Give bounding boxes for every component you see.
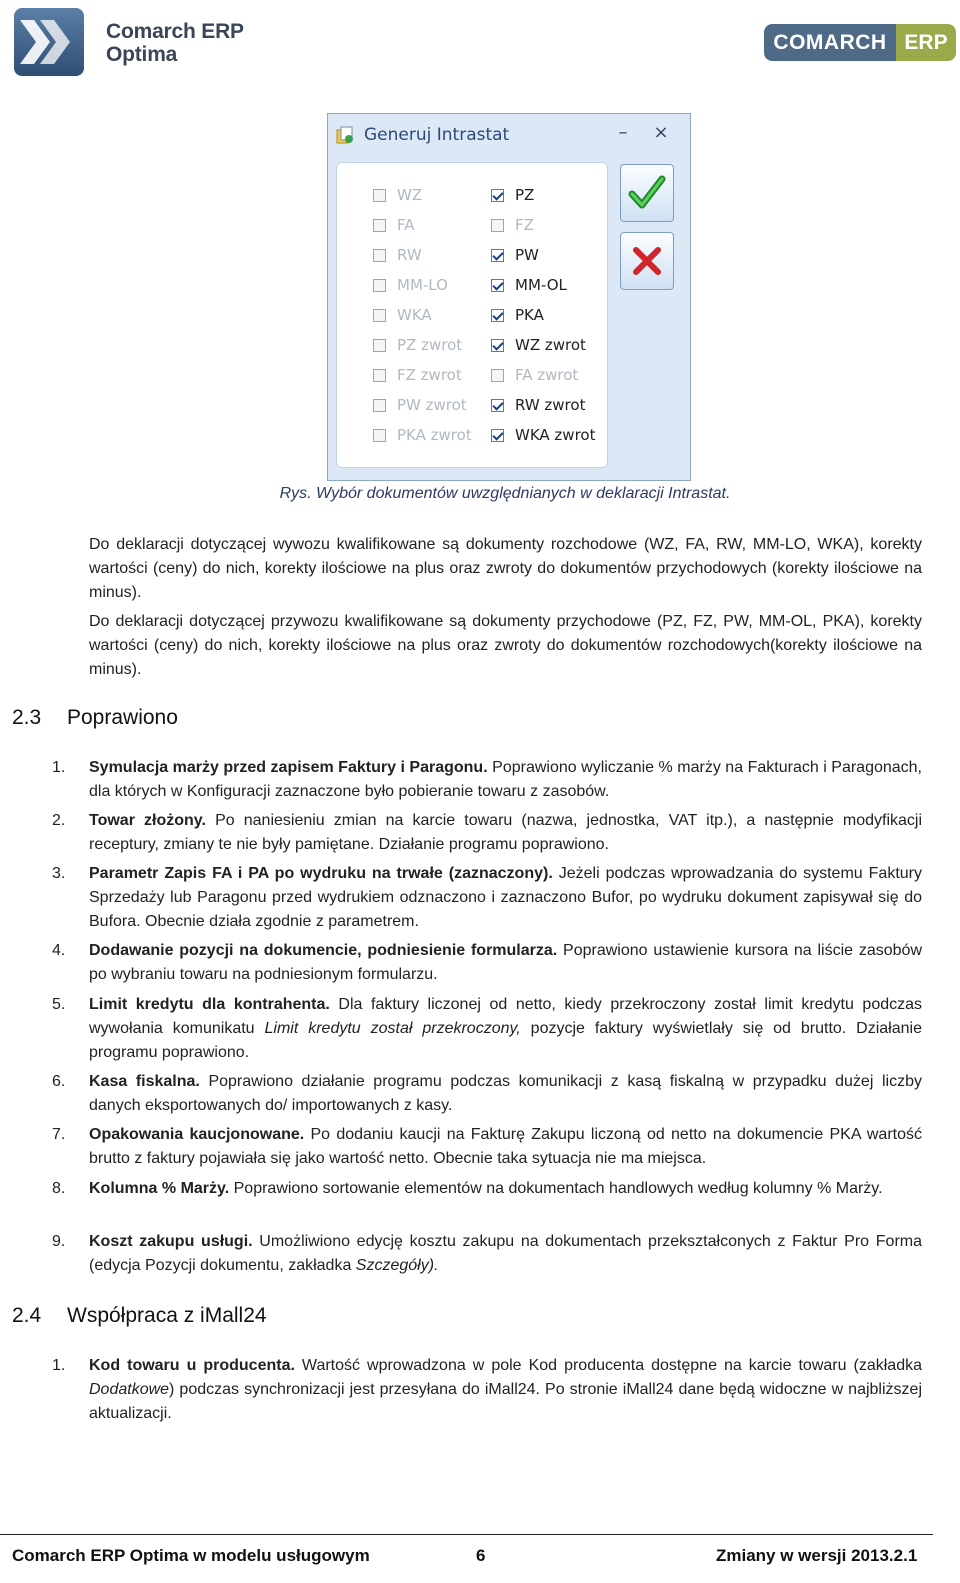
checkbox-unchecked[interactable] (373, 429, 386, 442)
checkbox-unchecked[interactable] (373, 249, 386, 262)
checkbox-row[interactable] (491, 390, 595, 420)
list-item-text: Symulacja marży przed zapisem Faktury i Paragonu. Poprawiono wyliczanie % marży na Fakturach i Paragonach, dla których w Konfiguracji zaznaczone było pobieranie towaru z zasobów. (89, 759, 923, 800)
list-item-text: Kod towaru u producenta. Wartość wprowadzona w pole Kod producenta dostępne na karcie towaru (zakładka Dodatkowe) podczas synchronizacji jest przesyłana do iMall24. Po stronie iMall24 dane będą widoczne w najbliższej aktualizacji. (89, 1357, 922, 1422)
cancel-button[interactable] (620, 232, 674, 290)
checkbox-row[interactable] (373, 210, 472, 240)
checkbox-unchecked[interactable] (373, 189, 386, 202)
checkbox-row[interactable] (373, 300, 472, 330)
cancel-x-icon (629, 243, 665, 279)
checkbox-row[interactable] (373, 390, 472, 420)
optima-logo-icon (14, 8, 86, 78)
checkbox-label: PW zwrot (397, 396, 467, 414)
logo-comarch-text: COMARCH (764, 24, 896, 61)
checkbox-row[interactable] (373, 240, 472, 270)
checkbox-label: FA zwrot (515, 366, 579, 384)
list-item-text: Kasa fiskalna. Poprawiono działanie programu podczas komunikacji z kasą fiskalną w przypadku dużej liczby danych eksportowanych do/ importowanych z kasy. (89, 1073, 922, 1114)
list-item-title: Kod towaru u producenta. (89, 1357, 295, 1374)
footer-divider (0, 1534, 933, 1535)
generuj-intrastat-dialog (327, 113, 691, 481)
checkbox-row[interactable] (373, 330, 472, 360)
logo-line-2: Optima (106, 43, 178, 66)
checkbox-label: FZ (515, 216, 534, 234)
paragraph-import: Do deklaracji dotyczącej przywozu kwalifikowane są dokumenty przychodowe (PZ, FZ, PW, MM-OL, PKA), korekty wartości (ceny) do nich, korekty ilościowe na plus oraz zwroty do dokumentów rozchodowych(korekty ilościowe na minus). (89, 613, 922, 678)
checkbox-unchecked[interactable] (373, 219, 386, 232)
checkbox-row[interactable] (491, 210, 595, 240)
checkbox-label: PKA zwrot (397, 426, 472, 444)
list-item-text: Opakowania kaucjonowane. Po dodaniu kaucji na Fakturę Zakupu liczoną od netto na dokumencie PKA wartość brutto z faktury pojawiała się jako wartość netto. Obecnie taka sytuacja nie ma miejsca. (89, 1126, 923, 1167)
list-item-number: 4. (52, 942, 66, 959)
list-item-italic: Dodatkowe (89, 1381, 170, 1398)
list-item-number: 7. (52, 1126, 66, 1143)
checkbox-label: MM-LO (397, 276, 448, 294)
checkbox-row[interactable] (491, 300, 595, 330)
section-heading-2-4 (12, 1304, 267, 1328)
dialog-titlebar (328, 114, 690, 158)
close-button[interactable]: × (653, 122, 669, 143)
section-title: Współpraca z iMall24 (67, 1304, 267, 1327)
list-item-text: Dodawanie pozycji na dokumencie, podniesienie formularza. Poprawiono ustawienie kursora na liście zasobów po wybraniu towaru na podniesionym formularzu. (89, 942, 923, 983)
list-item-title: Towar złożony. (89, 812, 206, 829)
check-icon (627, 173, 667, 213)
checkbox-checked[interactable] (491, 249, 504, 262)
confirm-button[interactable] (620, 164, 674, 222)
checkbox-label: PZ zwrot (397, 336, 463, 354)
list-item-title: Kolumna % Marży. (89, 1180, 230, 1197)
list-item-title: Parametr Zapis FA i PA po wydruku na trwałe (zaznaczony). (89, 865, 553, 882)
checkbox-checked[interactable] (491, 339, 504, 352)
checkbox-row[interactable] (373, 180, 472, 210)
footer-version: Zmiany w wersji 2013.2.1 (716, 1546, 918, 1565)
list-item-title: Kasa fiskalna. (89, 1073, 200, 1090)
checkbox-checked[interactable] (491, 399, 504, 412)
document-types-panel (336, 162, 608, 468)
logo-text (106, 20, 244, 66)
list-item-number: 1. (52, 1357, 66, 1374)
list-item-text: Limit kredytu dla kontrahenta. Dla faktury liczonej od netto, kiedy przekroczony został limit kredytu podczas wywołania komunikatu Limit kredytu został przekroczony, pozycje faktury wyświetlały się od brutto. Działanie programu poprawiono. (89, 996, 923, 1061)
list-item-text: Towar złożony. Po naniesieniu zmian na karcie towaru (nazwa, jednostka, VAT itp.), a następnie modyfikacji receptury, zmiany te nie były pamiętane. Działanie programu poprawiono. (89, 812, 923, 853)
section-number: 2.4 (12, 1304, 42, 1327)
list-item-text: Parametr Zapis FA i PA po wydruku na trwałe (zaznaczony). Jeżeli podczas wprowadzania do systemu Faktury Sprzedaży lub Paragonu przed wydrukiem odznaczono i zaznaczono Bufor, po wydruku dokument zapisywał się do Bufora. Obecnie działa zgodnie z parametrem. (89, 865, 922, 930)
logo-line-1: Comarch ERP (106, 20, 244, 43)
checkbox-label: FA (397, 216, 415, 234)
dialog-title: Generuj Intrastat (364, 125, 510, 145)
list-item-number: 8. (52, 1180, 66, 1197)
checkbox-label: FZ zwrot (397, 366, 462, 384)
list-item-title: Koszt zakupu usługi. (89, 1233, 253, 1250)
list-item-title: Symulacja marży przed zapisem Faktury i Paragonu. (89, 759, 488, 776)
list-item-text: Kolumna % Marży. Poprawiono sortowanie elementów na dokumentach handlowych według kolumny % Marży. (89, 1180, 883, 1197)
checkbox-unchecked[interactable] (373, 369, 386, 382)
checkbox-row[interactable] (373, 270, 472, 300)
checkbox-row[interactable] (491, 180, 595, 210)
left-checkbox-column (373, 180, 472, 450)
comarch-erp-optima-logo (14, 8, 244, 78)
checkbox-row[interactable] (491, 240, 595, 270)
checkbox-unchecked[interactable] (491, 219, 504, 232)
checkbox-unchecked[interactable] (373, 309, 386, 322)
checkbox-label: WKA zwrot (515, 426, 596, 444)
section-number: 2.3 (12, 706, 42, 729)
section-heading-2-3 (12, 706, 178, 730)
checkbox-unchecked[interactable] (373, 399, 386, 412)
logo-erp-text: ERP (896, 24, 956, 61)
checkbox-label: MM-OL (515, 276, 567, 294)
checkbox-checked[interactable] (491, 189, 504, 202)
list-item-number: 9. (52, 1233, 66, 1250)
checkbox-label: RW (397, 246, 422, 264)
list-item-italic: Szczegóły). (355, 1257, 439, 1274)
checkbox-unchecked[interactable] (491, 369, 504, 382)
list-item-number: 5. (52, 996, 66, 1013)
figure-caption: Rys. Wybór dokumentów uwzględnianych w deklaracji Intrastat. (279, 485, 731, 502)
right-checkbox-column (491, 180, 595, 450)
checkbox-label: WZ (397, 186, 423, 204)
checkbox-row[interactable] (491, 420, 595, 450)
checkbox-label: PKA (515, 306, 544, 324)
checkbox-checked[interactable] (491, 309, 504, 322)
list-item-title: Opakowania kaucjonowane. (89, 1126, 305, 1143)
list-item-title: Dodawanie pozycji na dokumencie, podniesienie formularza. (89, 942, 558, 959)
checkbox-checked[interactable] (491, 279, 504, 292)
list-item-title: Limit kredytu dla kontrahenta. (89, 996, 330, 1013)
footer-page-number: 6 (476, 1546, 486, 1565)
footer-product: Comarch ERP Optima w modelu usługowym (12, 1546, 370, 1565)
checkbox-label: WKA (397, 306, 432, 324)
checkbox-label: PW (515, 246, 539, 264)
list-item-number: 6. (52, 1073, 66, 1090)
checkbox-unchecked[interactable] (373, 279, 386, 292)
minimize-button[interactable]: – (618, 122, 628, 143)
list-item-number: 3. (52, 865, 66, 882)
list-item-text: Koszt zakupu usługi. Umożliwiono edycję kosztu zakupu na dokumentach przekształconych z Faktur Pro Forma (edycja Pozycji dokumentu, zakładka Szczegóły). (89, 1233, 922, 1274)
paragraph-export: Do deklaracji dotyczącej wywozu kwalifikowane są dokumenty rozchodowe (WZ, FA, RW, MM-LO, WKA), korekty wartości (ceny) do nich, korekty ilościowe na plus oraz zwroty do dokumentów przychodowych (korekty ilościowe na minus). (89, 536, 922, 601)
checkbox-row[interactable] (373, 420, 472, 450)
checkbox-row[interactable] (373, 360, 472, 390)
comarch-erp-logo (764, 24, 956, 61)
intrastat-app-icon (336, 126, 354, 144)
checkbox-label: RW zwrot (515, 396, 586, 414)
section-title: Poprawiono (67, 706, 178, 729)
checkbox-label: WZ zwrot (515, 336, 586, 354)
checkbox-row[interactable] (491, 360, 595, 390)
checkbox-checked[interactable] (491, 429, 504, 442)
checkbox-label: PZ (515, 186, 535, 204)
list-item-italic: Limit kredytu został przekroczony, (264, 1020, 521, 1037)
list-item-number: 1. (52, 759, 66, 776)
checkbox-row[interactable] (491, 270, 595, 300)
checkbox-unchecked[interactable] (373, 339, 386, 352)
list-item-number: 2. (52, 812, 66, 829)
checkbox-row[interactable] (491, 330, 595, 360)
